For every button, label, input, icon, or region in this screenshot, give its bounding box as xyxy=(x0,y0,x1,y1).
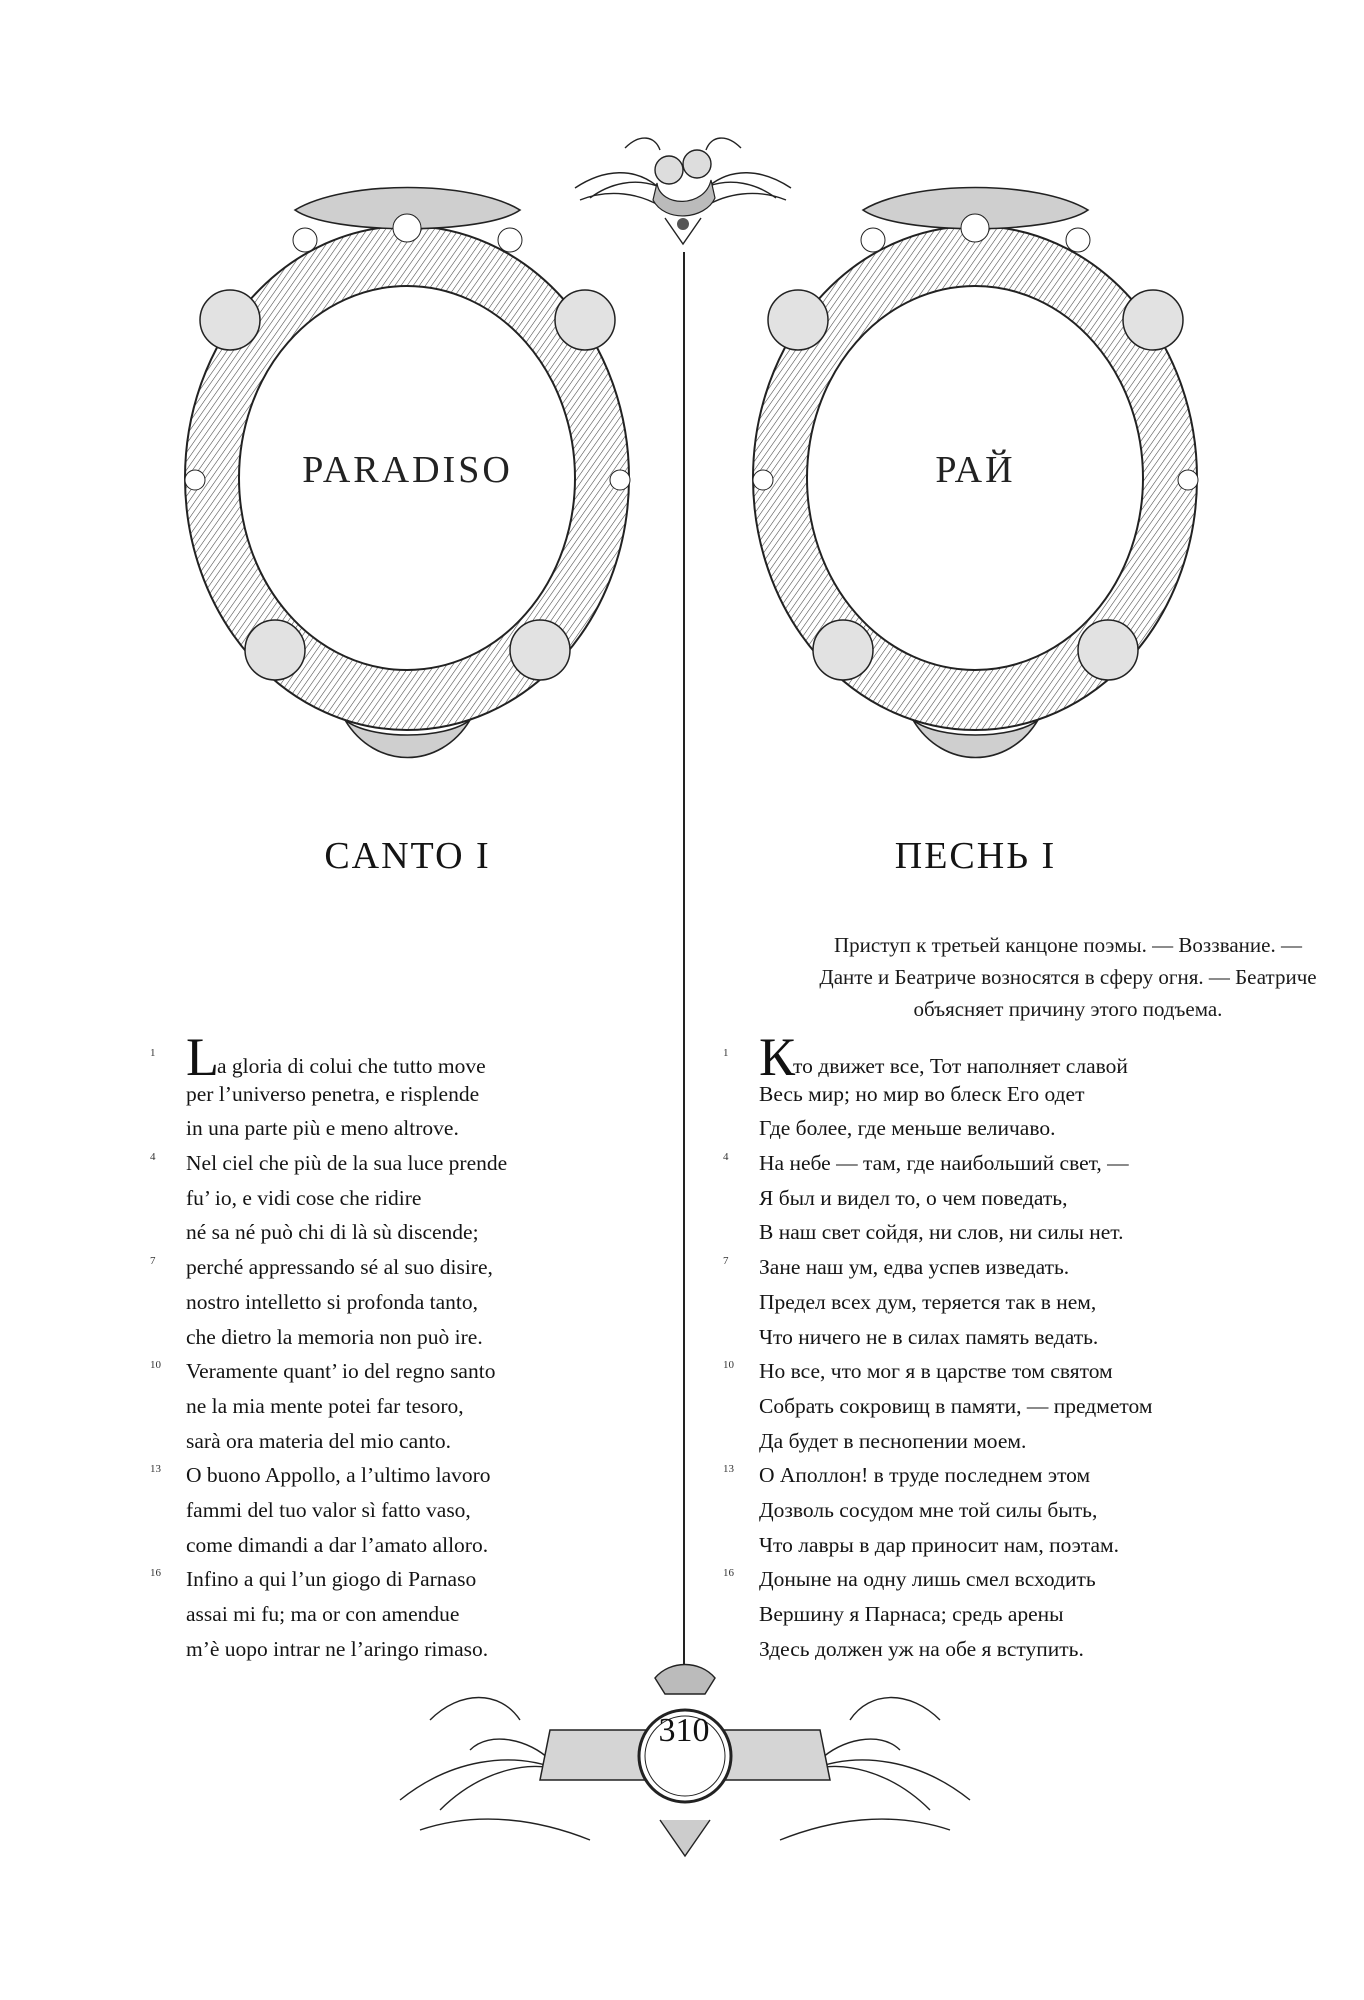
frame-title-rai: РАЙ xyxy=(935,449,1016,491)
verse-text xyxy=(186,1562,476,1597)
argument-line: объясняет причину этого подъема. xyxy=(913,997,1223,1021)
verse-line xyxy=(723,1111,1283,1146)
verse-text xyxy=(759,1111,1055,1146)
verse-line xyxy=(723,1458,1283,1493)
drop-cap: L xyxy=(186,1027,219,1087)
verse-body: sarà ora materia del mio canto. xyxy=(186,1428,452,1453)
verse-text xyxy=(186,1215,479,1250)
verse-body: né sa né può chi di là sù discende; xyxy=(186,1220,479,1245)
verse-line xyxy=(150,1215,590,1250)
canto-title-russian: ПЕСНЬ I xyxy=(894,835,1057,877)
verse-body: Весь мир; но мир во блеск Его одет xyxy=(759,1081,1085,1106)
verse-line xyxy=(150,1354,590,1389)
verse-body: nostro intelletto si profonda tanto, xyxy=(186,1289,478,1314)
verse-text xyxy=(186,1250,493,1285)
verse-body: m’è uopo intrar ne l’aringo rimaso. xyxy=(186,1636,489,1661)
verse-line xyxy=(723,1027,1283,1087)
verse-text xyxy=(759,1285,1096,1320)
verse-line xyxy=(723,1146,1283,1181)
verse-line xyxy=(723,1215,1283,1250)
verse-line xyxy=(150,1285,590,1320)
verse-line xyxy=(723,1285,1283,1320)
verse-line xyxy=(723,1077,1283,1112)
verse-text xyxy=(186,1354,495,1389)
verse-text xyxy=(759,1146,1129,1181)
verse-text xyxy=(759,1562,1096,1597)
verse-body: fammi del tuo valor sì fatto vaso, xyxy=(186,1497,471,1522)
verse-text xyxy=(759,1354,1113,1389)
verse-text xyxy=(759,1077,1084,1112)
verse-line xyxy=(723,1424,1283,1459)
verse-body: perché appressando sé al suo disire, xyxy=(186,1255,493,1280)
verse-number: 13 xyxy=(150,1463,161,1476)
wreath-frame-right xyxy=(713,180,1238,780)
verse-number: 16 xyxy=(150,1567,161,1580)
verse-body: Вершину я Парнаса; средь арены xyxy=(759,1602,1064,1626)
verse-text xyxy=(186,1181,421,1216)
verse-body: Но все, что мог я в царстве том святом xyxy=(759,1359,1113,1384)
verse-body: О Аполлон! в труде последнем этом xyxy=(759,1463,1091,1488)
canto-title-italian: CANTO I xyxy=(324,835,491,877)
verse-body: В наш свет сойдя, ни слов, ни силы нет. xyxy=(759,1220,1124,1245)
verse-number: 4 xyxy=(150,1151,156,1164)
wreath-frame-left xyxy=(145,180,670,780)
verse-body: Да будет в песнопении моем. xyxy=(759,1428,1027,1453)
verse-text xyxy=(186,1320,483,1355)
verse-line xyxy=(723,1354,1283,1389)
verse-body: assai mi fu; ma or con amendue xyxy=(186,1602,460,1626)
verse-body: in una parte più e meno altrove. xyxy=(186,1116,459,1141)
verse-text xyxy=(759,1424,1026,1459)
cartouche-ornament-icon xyxy=(390,1660,980,1860)
verse-body: Что лавры в дар приносит нам, поэтам. xyxy=(759,1532,1120,1557)
frame-title-paradiso: PARADISO xyxy=(302,449,513,491)
verse-text xyxy=(186,1077,479,1112)
verse-number: 7 xyxy=(150,1255,156,1268)
verse-body: O buono Appollo, a l’ultimo lavoro xyxy=(186,1463,491,1488)
verse-text xyxy=(759,1320,1098,1355)
verse-text xyxy=(759,1458,1090,1493)
verse-text xyxy=(186,1493,471,1528)
canto-argument xyxy=(758,929,1364,1025)
verse-text xyxy=(186,1528,488,1563)
verse-number: 16 xyxy=(723,1567,734,1580)
verses-italian xyxy=(150,1027,590,1666)
verse-line xyxy=(150,1027,590,1087)
verse-text xyxy=(759,1597,1064,1632)
verse-number: 1 xyxy=(150,1047,156,1059)
verse-body: Nel ciel che più de la sua luce prende xyxy=(186,1151,508,1176)
verse-body: Infino a qui l’un giogo di Parnaso xyxy=(186,1567,477,1592)
verse-body: то движет все, Тот наполняет славой xyxy=(793,1054,1128,1078)
verse-body: Предел всех дум, теряется так в нем, xyxy=(759,1289,1097,1314)
verse-line xyxy=(150,1424,590,1459)
verse-line xyxy=(150,1597,590,1632)
verse-text xyxy=(186,1285,478,1320)
verse-text xyxy=(186,1424,451,1459)
verse-body: a gloria di colui che tutto move xyxy=(217,1054,486,1078)
center-divider xyxy=(683,252,685,1672)
verse-line xyxy=(150,1320,590,1355)
verse-line xyxy=(723,1493,1283,1528)
verse-number: 7 xyxy=(723,1255,729,1268)
verse-body: На небе — там, где наибольший свет, — xyxy=(759,1151,1129,1176)
verse-body: Veramente quant’ io del regno santo xyxy=(186,1359,496,1384)
verse-body: Зане наш ум, едва успев изведать. xyxy=(759,1255,1070,1280)
verse-body: per l’universo penetra, e risplende xyxy=(186,1081,480,1106)
verse-line xyxy=(150,1111,590,1146)
verse-line xyxy=(150,1493,590,1528)
verse-body: ne la mia mente potei far tesoro, xyxy=(186,1393,464,1418)
verse-line xyxy=(150,1250,590,1285)
verse-line xyxy=(150,1077,590,1112)
verse-body: fu’ io, e vidi cose che ridire xyxy=(186,1185,422,1210)
verse-body: come dimandi a dar l’amato alloro. xyxy=(186,1532,489,1557)
verse-line xyxy=(723,1562,1283,1597)
verse-text xyxy=(186,1597,459,1632)
verse-line xyxy=(723,1250,1283,1285)
verse-line xyxy=(723,1320,1283,1355)
verse-text xyxy=(759,1215,1123,1250)
verse-text xyxy=(759,1250,1069,1285)
verses-russian xyxy=(723,1027,1283,1666)
verse-text xyxy=(759,1181,1067,1216)
argument-line: Данте и Беатриче возносятся в сферу огня. — Беатриче xyxy=(819,965,1317,989)
verse-line xyxy=(150,1181,590,1216)
verse-body: Дозволь сосудом мне той силы быть, xyxy=(759,1497,1098,1522)
verse-body: Здесь должен уж на обе я вступить. xyxy=(759,1636,1084,1661)
verse-body: Доныне на одну лишь смел всходить xyxy=(759,1567,1096,1592)
verse-text xyxy=(759,1389,1152,1424)
verse-line xyxy=(150,1389,590,1424)
verse-body: Где более, где меньше величаво. xyxy=(759,1116,1056,1141)
verse-text xyxy=(186,1458,491,1493)
verse-number: 4 xyxy=(723,1151,729,1164)
verse-body: che dietro la memoria non può ire. xyxy=(186,1324,483,1349)
verse-body: Собрать сокровищ в памяти, — предметом xyxy=(759,1393,1153,1418)
verse-line xyxy=(723,1181,1283,1216)
page-number: 310 xyxy=(658,1712,710,1749)
verse-body: Что ничего не в силах память ведать. xyxy=(759,1324,1099,1349)
verse-number: 1 xyxy=(723,1047,729,1059)
verse-line xyxy=(723,1528,1283,1563)
verse-line xyxy=(150,1562,590,1597)
verse-text xyxy=(186,1111,459,1146)
verse-line xyxy=(150,1146,590,1181)
verse-number: 13 xyxy=(723,1463,734,1476)
verse-line xyxy=(150,1528,590,1563)
verse-line xyxy=(150,1458,590,1493)
verse-line xyxy=(723,1597,1283,1632)
drop-cap: К xyxy=(759,1027,796,1087)
verse-line xyxy=(723,1389,1283,1424)
argument-line: Приступ к третьей канцоне поэмы. — Воззвание. — xyxy=(834,933,1302,957)
verse-text xyxy=(759,1528,1119,1563)
verse-text xyxy=(759,1493,1097,1528)
verse-number: 10 xyxy=(723,1359,734,1372)
verse-text xyxy=(186,1389,464,1424)
verse-text xyxy=(186,1146,507,1181)
verse-body: Я был и видел то, о чем поведать, xyxy=(759,1185,1068,1210)
verse-number: 10 xyxy=(150,1359,161,1372)
